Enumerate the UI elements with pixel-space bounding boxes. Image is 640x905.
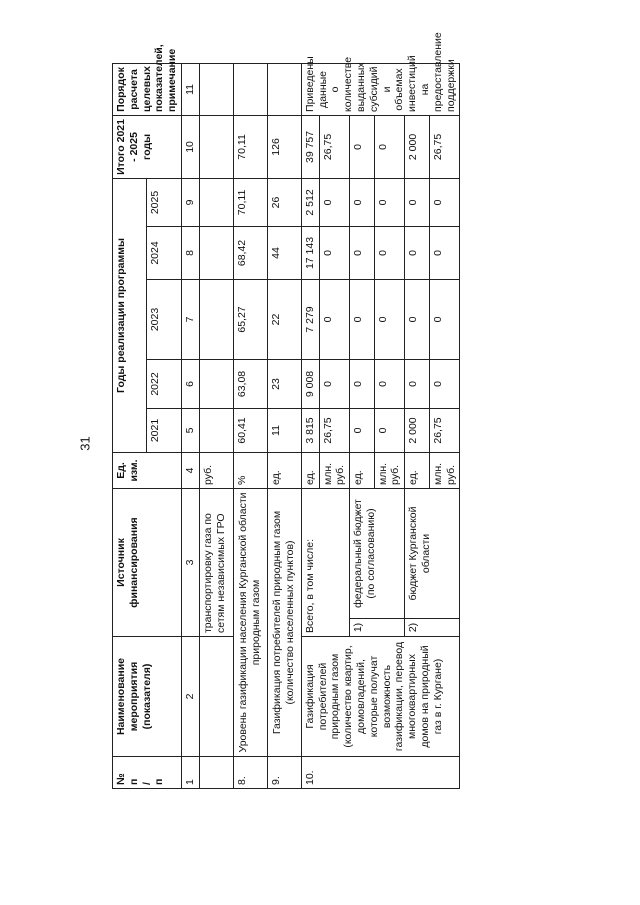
row-value: 0 (374, 226, 405, 279)
index-cell: 1 (181, 757, 199, 789)
row-total: 39 757 (301, 115, 319, 178)
row-total: 70,11 (233, 115, 267, 178)
header-years-group: Годы реализации программы (113, 178, 147, 452)
row-value: 0 (350, 178, 374, 226)
row-value: 2 512 (301, 178, 319, 226)
row10-source-federal: федеральный бюджет (по согласованию) (350, 488, 405, 618)
row-num: 9. (267, 757, 301, 789)
row-value: 26,75 (319, 408, 350, 452)
row-value: 0 (405, 226, 430, 279)
index-row (181, 63, 199, 788)
row-note (267, 63, 301, 115)
row-note (233, 63, 267, 115)
header-source: Источник финансирования (113, 488, 182, 636)
row-unit: % (233, 452, 267, 488)
row-source: транспортировку газа по сетям независимых ГРО (199, 488, 233, 636)
row-value: 0 (405, 178, 430, 226)
row-value: 0 (429, 226, 460, 279)
row-value (199, 408, 233, 452)
row-value (199, 178, 233, 226)
row-unit: млн. руб. (429, 452, 460, 488)
row-value: 9 008 (301, 359, 319, 408)
row-value: 44 (267, 226, 301, 279)
index-cell: 9 (181, 178, 199, 226)
row-value: 0 (350, 408, 374, 452)
index-cell: 3 (181, 488, 199, 636)
header-year: 2025 (147, 178, 182, 226)
index-cell: 6 (181, 359, 199, 408)
row10-sub-number: 1) (350, 619, 405, 637)
index-cell: 10 (181, 115, 199, 178)
row-total: 2 000 (405, 115, 430, 178)
row-value: 0 (429, 178, 460, 226)
row-total: 26,75 (319, 115, 350, 178)
row-num (199, 757, 233, 789)
row-value: 68,42 (233, 226, 267, 279)
row-value: 63,08 (233, 359, 267, 408)
header-year: 2023 (147, 279, 182, 359)
row-merged-name: Газификация потребителей природным газом (количество населенных пунктов) (267, 488, 301, 756)
row-total: 0 (350, 115, 374, 178)
header-unit: Ед. изм. (113, 452, 182, 488)
row-value: 0 (374, 178, 405, 226)
row-value: 0 (319, 359, 350, 408)
row-value: 0 (319, 178, 350, 226)
row-value (199, 226, 233, 279)
row-value: 11 (267, 408, 301, 452)
row-value: 23 (267, 359, 301, 408)
row-value: 70,11 (233, 178, 267, 226)
row-value: 0 (405, 359, 430, 408)
row-value: 65,27 (233, 279, 267, 359)
row-unit: ед. (350, 452, 374, 488)
index-cell: 4 (181, 452, 199, 488)
header-total: Итого 2021 - 2025 годы (113, 115, 182, 178)
row-value: 0 (319, 279, 350, 359)
row-value: 0 (350, 226, 374, 279)
row10-source-total: Всего, в том числе: (301, 488, 349, 636)
row-value: 17 143 (301, 226, 319, 279)
row-merged-name: Уровень газификации населения Курганской области природным газом (233, 488, 267, 756)
row-value: 0 (374, 408, 405, 452)
row-unit: ед. (267, 452, 301, 488)
row-total (199, 115, 233, 178)
row-value: 3 815 (301, 408, 319, 452)
row-value (199, 359, 233, 408)
index-cell: 7 (181, 279, 199, 359)
row-value (199, 279, 233, 359)
table-row (233, 63, 267, 788)
header-num: № п / п (113, 757, 182, 789)
header-year: 2024 (147, 226, 182, 279)
row-value: 26,75 (429, 408, 460, 452)
row-value: 0 (429, 359, 460, 408)
row-unit: млн. руб. (319, 452, 350, 488)
row-unit: руб. (199, 452, 233, 488)
row-value: 60,41 (233, 408, 267, 452)
row10-source-regional: бюджет Курганской области (405, 488, 460, 618)
row-unit: ед. (405, 452, 430, 488)
row10-sub-number: 2) (405, 619, 460, 637)
row-total: 0 (374, 115, 405, 178)
index-cell: 11 (181, 63, 199, 115)
header-year: 2022 (147, 359, 182, 408)
row-value: 0 (405, 279, 430, 359)
row-unit: ед. (301, 452, 319, 488)
row-num: 10. (301, 757, 460, 789)
row-value: 0 (429, 279, 460, 359)
row-value: 0 (374, 279, 405, 359)
index-cell: 5 (181, 408, 199, 452)
row-note: Приведены данные о количестве выданных субсидий и объемах инвестиций на предоставление поддержки (301, 63, 460, 115)
index-cell: 8 (181, 226, 199, 279)
table-row (199, 63, 233, 788)
row-name (199, 637, 233, 757)
row-note (199, 63, 233, 115)
page-number: 31 (77, 436, 93, 451)
index-cell: 2 (181, 637, 199, 757)
header-name: Наименование мероприятия (показателя) (113, 637, 182, 757)
row-unit: млн. руб. (374, 452, 405, 488)
row-total: 26,75 (429, 115, 460, 178)
row-value: 7 279 (301, 279, 319, 359)
row-value: 0 (350, 279, 374, 359)
row-value: 0 (350, 359, 374, 408)
table-row (301, 63, 319, 788)
header-year: 2021 (147, 408, 182, 452)
row-name: Газификация потребителей природным газом (количество квартир, домовладений, которые получат возможность газификации, перевод многоквартирных домов на природный газ в г. Кургане) (301, 637, 460, 757)
row-value: 0 (374, 359, 405, 408)
row-value: 0 (319, 226, 350, 279)
row-num: 8. (233, 757, 267, 789)
row-value: 22 (267, 279, 301, 359)
rotated-table-container (112, 32, 600, 789)
row-value: 26 (267, 178, 301, 226)
row-value: 2 000 (405, 408, 430, 452)
table-row (267, 63, 301, 788)
header-order: Порядок расчета целевых показателей, примечание (113, 63, 182, 115)
row-total: 126 (267, 115, 301, 178)
program-indicators-table (112, 32, 460, 789)
